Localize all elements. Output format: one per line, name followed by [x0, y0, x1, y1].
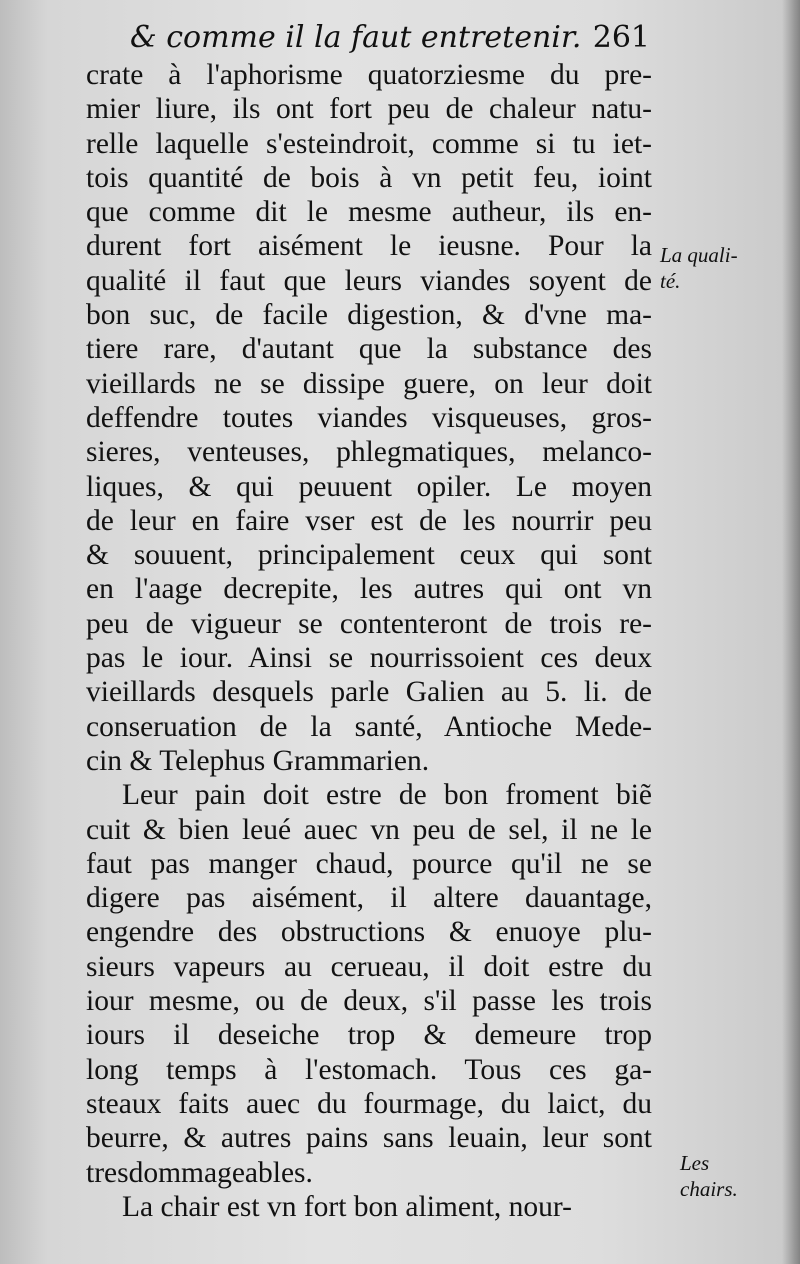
text-line: steaux faits auec du fourmage, du laict, du — [86, 1087, 652, 1120]
text-line: tois quantité de bois à vn petit feu, ioint — [86, 161, 652, 194]
page-edge-shadow — [782, 0, 800, 1264]
text-line: Leur pain doit estre de bon froment biẽ — [122, 779, 652, 812]
text-line: relle laquelle s'esteindroit, comme si tu iet- — [86, 127, 652, 160]
text-line: engendre des obstructions & enuoye plu- — [86, 916, 652, 949]
margin-note-meats — [680, 1150, 780, 1202]
text-line: sieurs vapeurs au cerueau, il doit estre du — [86, 950, 652, 983]
margin-note-line: chairs. — [680, 1177, 738, 1201]
page-body-text — [86, 58, 652, 1224]
text-line: La chair est vn fort bon aliment, nour- — [122, 1190, 572, 1223]
text-line: peu de vigueur se contenteront de trois re- — [86, 607, 652, 640]
margin-note-line: La quali- — [660, 243, 738, 267]
text-line: tiere rare, d'autant que la substance des — [86, 333, 652, 366]
text-line: deffendre toutes viandes visqueuses, gros- — [86, 401, 652, 434]
running-title: & comme il la faut entretenir. — [130, 20, 582, 55]
text-line: cin & Telephus Grammarien. — [86, 744, 430, 777]
text-line: vieillards ne se dissipe guere, on leur doit — [86, 367, 652, 400]
text-line: beurre, & autres pains sans leuain, leur sont — [86, 1122, 652, 1155]
text-line: liques, & qui peuuent opiler. Le moyen — [86, 470, 652, 503]
margin-note-quality — [660, 242, 770, 294]
text-line: crate à l'aphorisme quatorziesme du pre- — [86, 59, 652, 91]
text-line: iour mesme, ou de deux, s'il passe les trois — [86, 985, 652, 1018]
text-line: long temps à l'estomach. Tous ces ga- — [86, 1053, 652, 1086]
text-line: de leur en faire vser est de les nourrir peu — [86, 504, 652, 537]
text-line: tresdommageables. — [86, 1156, 313, 1189]
text-line: conseruation de la santé, Antioche Mede- — [86, 710, 652, 743]
text-line: que comme dit le mesme autheur, ils en- — [86, 196, 652, 229]
text-line: sieres, venteuses, phlegmatiques, melanco- — [86, 436, 652, 469]
text-line: durent fort aisément le ieusne. Pour la — [86, 230, 652, 263]
text-line: digere pas aisément, il altere dauantage, — [86, 882, 652, 915]
margin-note-line: Les — [680, 1151, 710, 1175]
text-line: pas le iour. Ainsi se nourrissoient ces deux — [86, 642, 652, 675]
text-line: iours il deseiche trop & demeure trop — [86, 1019, 652, 1052]
page-number: 261 — [592, 20, 650, 55]
text-line: mier liure, ils ont fort peu de chaleur natu- — [86, 93, 652, 126]
text-line: bon suc, de facile digestion, & d'vne ma- — [86, 299, 652, 332]
text-line: cuit & bien leué auec vn peu de sel, il ne le — [86, 813, 652, 846]
page-header — [130, 14, 650, 64]
text-line: vieillards desquels parle Galien au 5. li. de — [86, 676, 652, 709]
margin-note-line: té. — [660, 269, 681, 293]
text-line: & souuent, principalement ceux qui sont — [86, 539, 652, 572]
text-line: faut pas manger chaud, pource qu'il ne se — [86, 847, 652, 880]
text-line: en l'aage decrepite, les autres qui ont vn — [86, 573, 652, 606]
text-line: qualité il faut que leurs viandes soyent de — [86, 264, 652, 297]
